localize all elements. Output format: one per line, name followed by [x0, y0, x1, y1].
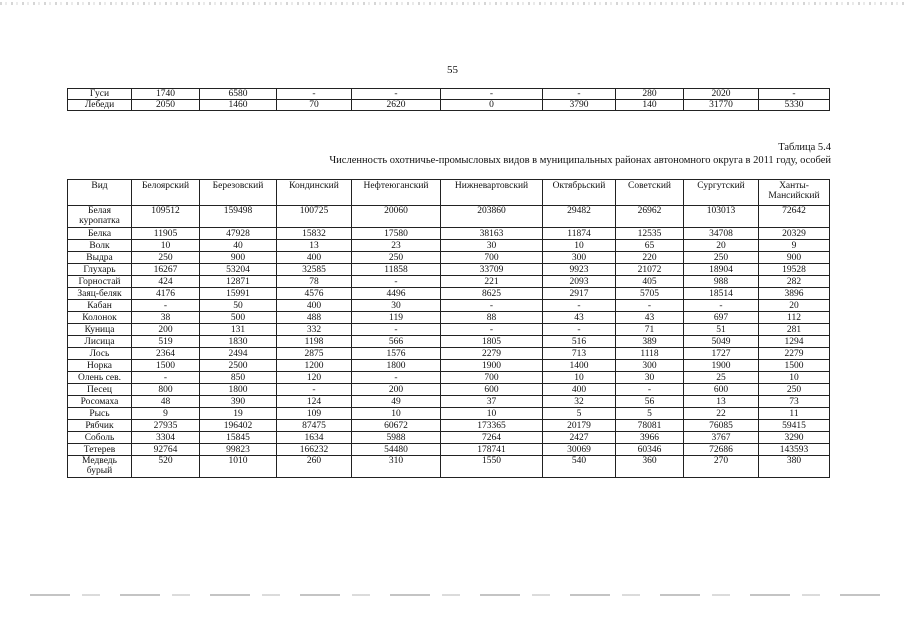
- value-cell: 16267: [132, 264, 200, 276]
- table-row: [68, 408, 830, 420]
- value-cell: 53204: [200, 264, 277, 276]
- value-cell: 1727: [684, 348, 759, 360]
- species-name-cell: Норка: [68, 360, 132, 372]
- value-cell: 1634: [277, 432, 352, 444]
- value-cell: 1460: [200, 100, 277, 111]
- value-cell: 2427: [543, 432, 616, 444]
- value-cell: 30: [352, 300, 441, 312]
- value-cell: 37: [441, 396, 543, 408]
- value-cell: 3966: [616, 432, 684, 444]
- value-cell: 281: [759, 324, 830, 336]
- species-name-cell: Белка: [68, 228, 132, 240]
- value-cell: 56: [616, 396, 684, 408]
- species-name-cell: Рысь: [68, 408, 132, 420]
- table-label: Таблица 5.4: [778, 142, 831, 153]
- value-cell: 99823: [200, 444, 277, 456]
- value-cell: -: [132, 300, 200, 312]
- value-cell: 11905: [132, 228, 200, 240]
- species-name-cell: Лисица: [68, 336, 132, 348]
- value-cell: 32: [543, 396, 616, 408]
- table-row: [68, 360, 830, 372]
- value-cell: 200: [132, 324, 200, 336]
- value-cell: 196402: [200, 420, 277, 432]
- value-cell: 72686: [684, 444, 759, 456]
- table-row: [68, 432, 830, 444]
- value-cell: 9923: [543, 264, 616, 276]
- value-cell: 1198: [277, 336, 352, 348]
- value-cell: 5988: [352, 432, 441, 444]
- value-cell: 380: [759, 456, 830, 478]
- value-cell: 15991: [200, 288, 277, 300]
- value-cell: 2050: [132, 100, 200, 111]
- value-cell: 1550: [441, 456, 543, 478]
- species-table: [67, 179, 830, 478]
- value-cell: 124: [277, 396, 352, 408]
- value-cell: 1900: [684, 360, 759, 372]
- value-cell: 220: [616, 252, 684, 264]
- value-cell: 697: [684, 312, 759, 324]
- value-cell: 20: [759, 300, 830, 312]
- table-row: [68, 89, 830, 100]
- value-cell: 250: [759, 384, 830, 396]
- value-cell: 390: [200, 396, 277, 408]
- table-row: [68, 206, 830, 228]
- value-cell: 4576: [277, 288, 352, 300]
- species-name-cell: Рябчик: [68, 420, 132, 432]
- value-cell: 1500: [132, 360, 200, 372]
- value-cell: 20329: [759, 228, 830, 240]
- value-cell: 3304: [132, 432, 200, 444]
- species-name-cell: Лебеди: [68, 100, 132, 111]
- value-cell: 250: [684, 252, 759, 264]
- species-name-cell: Выдра: [68, 252, 132, 264]
- value-cell: 1400: [543, 360, 616, 372]
- species-name-cell: Тетерев: [68, 444, 132, 456]
- value-cell: 250: [132, 252, 200, 264]
- species-name-cell: Глухарь: [68, 264, 132, 276]
- value-cell: -: [441, 324, 543, 336]
- value-cell: 70: [277, 100, 352, 111]
- value-cell: 1118: [616, 348, 684, 360]
- value-cell: 10: [441, 408, 543, 420]
- scan-edge-bottom: [30, 594, 880, 596]
- value-cell: 2875: [277, 348, 352, 360]
- value-cell: 178741: [441, 444, 543, 456]
- value-cell: 221: [441, 276, 543, 288]
- value-cell: 1800: [200, 384, 277, 396]
- value-cell: -: [441, 89, 543, 100]
- value-cell: 1800: [352, 360, 441, 372]
- value-cell: 73: [759, 396, 830, 408]
- value-cell: 4496: [352, 288, 441, 300]
- value-cell: 566: [352, 336, 441, 348]
- value-cell: 600: [684, 384, 759, 396]
- value-cell: 250: [352, 252, 441, 264]
- value-cell: 360: [616, 456, 684, 478]
- value-cell: 71: [616, 324, 684, 336]
- value-cell: -: [352, 276, 441, 288]
- value-cell: 2279: [759, 348, 830, 360]
- value-cell: 1805: [441, 336, 543, 348]
- species-name-cell: Песец: [68, 384, 132, 396]
- value-cell: -: [543, 89, 616, 100]
- value-cell: 3790: [543, 100, 616, 111]
- column-header: Октябрьский: [543, 180, 616, 206]
- value-cell: 38163: [441, 228, 543, 240]
- species-name-cell: Гуси: [68, 89, 132, 100]
- value-cell: 38: [132, 312, 200, 324]
- table-row: [68, 456, 830, 478]
- value-cell: -: [277, 384, 352, 396]
- value-cell: 2500: [200, 360, 277, 372]
- column-header: Нефтеюганский: [352, 180, 441, 206]
- value-cell: 54480: [352, 444, 441, 456]
- value-cell: 300: [543, 252, 616, 264]
- value-cell: 40: [200, 240, 277, 252]
- value-cell: 12535: [616, 228, 684, 240]
- value-cell: 103013: [684, 206, 759, 228]
- value-cell: 50: [200, 300, 277, 312]
- value-cell: 173365: [441, 420, 543, 432]
- table-row: [68, 312, 830, 324]
- table-row: [68, 264, 830, 276]
- column-header: Кондинский: [277, 180, 352, 206]
- value-cell: 405: [616, 276, 684, 288]
- value-cell: 143593: [759, 444, 830, 456]
- value-cell: 47928: [200, 228, 277, 240]
- value-cell: 516: [543, 336, 616, 348]
- value-cell: 30069: [543, 444, 616, 456]
- value-cell: 3767: [684, 432, 759, 444]
- table-row: [68, 348, 830, 360]
- value-cell: 10: [543, 372, 616, 384]
- value-cell: 600: [441, 384, 543, 396]
- value-cell: 282: [759, 276, 830, 288]
- value-cell: 1900: [441, 360, 543, 372]
- value-cell: 850: [200, 372, 277, 384]
- value-cell: 713: [543, 348, 616, 360]
- value-cell: 12871: [200, 276, 277, 288]
- value-cell: 21072: [616, 264, 684, 276]
- value-cell: 700: [441, 372, 543, 384]
- value-cell: 140: [616, 100, 684, 111]
- value-cell: 78: [277, 276, 352, 288]
- value-cell: 166232: [277, 444, 352, 456]
- value-cell: 3290: [759, 432, 830, 444]
- value-cell: 488: [277, 312, 352, 324]
- value-cell: 20060: [352, 206, 441, 228]
- value-cell: 65: [616, 240, 684, 252]
- value-cell: 4176: [132, 288, 200, 300]
- value-cell: 51: [684, 324, 759, 336]
- value-cell: 32585: [277, 264, 352, 276]
- value-cell: 519: [132, 336, 200, 348]
- value-cell: 800: [132, 384, 200, 396]
- value-cell: 13: [277, 240, 352, 252]
- value-cell: 400: [277, 300, 352, 312]
- value-cell: 109512: [132, 206, 200, 228]
- value-cell: -: [684, 300, 759, 312]
- value-cell: -: [277, 89, 352, 100]
- species-name-cell: Колонок: [68, 312, 132, 324]
- value-cell: 2093: [543, 276, 616, 288]
- value-cell: 1200: [277, 360, 352, 372]
- table-row: [68, 396, 830, 408]
- value-cell: 520: [132, 456, 200, 478]
- value-cell: 540: [543, 456, 616, 478]
- table-row: [68, 276, 830, 288]
- value-cell: 109: [277, 408, 352, 420]
- value-cell: 120: [277, 372, 352, 384]
- value-cell: 310: [352, 456, 441, 478]
- value-cell: 2494: [200, 348, 277, 360]
- value-cell: 17580: [352, 228, 441, 240]
- value-cell: 23: [352, 240, 441, 252]
- species-name-cell: Лось: [68, 348, 132, 360]
- value-cell: 1294: [759, 336, 830, 348]
- value-cell: 700: [441, 252, 543, 264]
- value-cell: 112: [759, 312, 830, 324]
- value-cell: 6580: [200, 89, 277, 100]
- value-cell: 2364: [132, 348, 200, 360]
- value-cell: -: [543, 300, 616, 312]
- value-cell: 33709: [441, 264, 543, 276]
- value-cell: 43: [543, 312, 616, 324]
- value-cell: 9: [132, 408, 200, 420]
- value-cell: 1500: [759, 360, 830, 372]
- value-cell: 29482: [543, 206, 616, 228]
- value-cell: 300: [616, 360, 684, 372]
- value-cell: 10: [352, 408, 441, 420]
- value-cell: 78081: [616, 420, 684, 432]
- value-cell: 72642: [759, 206, 830, 228]
- value-cell: 203860: [441, 206, 543, 228]
- value-cell: 0: [441, 100, 543, 111]
- value-cell: 11858: [352, 264, 441, 276]
- value-cell: 15845: [200, 432, 277, 444]
- value-cell: 1010: [200, 456, 277, 478]
- value-cell: 76085: [684, 420, 759, 432]
- value-cell: 119: [352, 312, 441, 324]
- value-cell: 159498: [200, 206, 277, 228]
- value-cell: 500: [200, 312, 277, 324]
- species-name-cell: Белая куропатка: [68, 206, 132, 228]
- value-cell: -: [616, 384, 684, 396]
- value-cell: 15832: [277, 228, 352, 240]
- value-cell: 30: [616, 372, 684, 384]
- value-cell: 87475: [277, 420, 352, 432]
- table-row: [68, 372, 830, 384]
- value-cell: 25: [684, 372, 759, 384]
- value-cell: 1830: [200, 336, 277, 348]
- column-header: Нижневартовский: [441, 180, 543, 206]
- value-cell: 92764: [132, 444, 200, 456]
- value-cell: -: [352, 324, 441, 336]
- value-cell: 27935: [132, 420, 200, 432]
- value-cell: 400: [543, 384, 616, 396]
- value-cell: 5: [543, 408, 616, 420]
- value-cell: 1740: [132, 89, 200, 100]
- value-cell: 22: [684, 408, 759, 420]
- column-header: Ханты-Мансийский: [759, 180, 830, 206]
- column-header: Вид: [68, 180, 132, 206]
- value-cell: 988: [684, 276, 759, 288]
- table-row: [68, 300, 830, 312]
- species-name-cell: Горностай: [68, 276, 132, 288]
- value-cell: 270: [684, 456, 759, 478]
- value-cell: 7264: [441, 432, 543, 444]
- value-cell: 60672: [352, 420, 441, 432]
- value-cell: 332: [277, 324, 352, 336]
- value-cell: 9: [759, 240, 830, 252]
- species-name-cell: Кабан: [68, 300, 132, 312]
- value-cell: -: [132, 372, 200, 384]
- value-cell: 131: [200, 324, 277, 336]
- value-cell: 59415: [759, 420, 830, 432]
- value-cell: -: [543, 324, 616, 336]
- table-row: [68, 252, 830, 264]
- column-header: Белоярский: [132, 180, 200, 206]
- value-cell: 18904: [684, 264, 759, 276]
- table-row: [68, 288, 830, 300]
- species-name-cell: Заяц-беляк: [68, 288, 132, 300]
- value-cell: 26962: [616, 206, 684, 228]
- value-cell: 11: [759, 408, 830, 420]
- value-cell: -: [616, 300, 684, 312]
- value-cell: 11874: [543, 228, 616, 240]
- value-cell: 2279: [441, 348, 543, 360]
- value-cell: 260: [277, 456, 352, 478]
- species-name-cell: Соболь: [68, 432, 132, 444]
- value-cell: 389: [616, 336, 684, 348]
- value-cell: 5330: [759, 100, 830, 111]
- value-cell: 424: [132, 276, 200, 288]
- column-header: Березовский: [200, 180, 277, 206]
- value-cell: 900: [200, 252, 277, 264]
- species-name-cell: Олень сев.: [68, 372, 132, 384]
- value-cell: 900: [759, 252, 830, 264]
- species-name-cell: Волк: [68, 240, 132, 252]
- table-row: [68, 228, 830, 240]
- column-header: Сургутский: [684, 180, 759, 206]
- value-cell: 34708: [684, 228, 759, 240]
- value-cell: -: [352, 372, 441, 384]
- value-cell: 13: [684, 396, 759, 408]
- value-cell: 43: [616, 312, 684, 324]
- value-cell: 48: [132, 396, 200, 408]
- table-header-row: [68, 180, 830, 206]
- value-cell: -: [352, 89, 441, 100]
- value-cell: 5705: [616, 288, 684, 300]
- value-cell: 19528: [759, 264, 830, 276]
- species-name-cell: Куница: [68, 324, 132, 336]
- value-cell: 100725: [277, 206, 352, 228]
- value-cell: 8625: [441, 288, 543, 300]
- value-cell: 49: [352, 396, 441, 408]
- value-cell: 10: [543, 240, 616, 252]
- value-cell: 2020: [684, 89, 759, 100]
- value-cell: 20: [684, 240, 759, 252]
- continued-table: [67, 88, 830, 111]
- table-row: [68, 240, 830, 252]
- value-cell: 60346: [616, 444, 684, 456]
- value-cell: 200: [352, 384, 441, 396]
- column-header: Советский: [616, 180, 684, 206]
- value-cell: 10: [132, 240, 200, 252]
- table-title: Численность охотничье-промысловых видов в муниципальных районах автономного округа в 2011 году, особей: [329, 155, 831, 166]
- value-cell: 2917: [543, 288, 616, 300]
- value-cell: 88: [441, 312, 543, 324]
- value-cell: 3896: [759, 288, 830, 300]
- value-cell: 31770: [684, 100, 759, 111]
- value-cell: -: [441, 300, 543, 312]
- table-row: [68, 444, 830, 456]
- table-row: [68, 100, 830, 111]
- value-cell: 400: [277, 252, 352, 264]
- table-row: [68, 324, 830, 336]
- value-cell: 5049: [684, 336, 759, 348]
- value-cell: 30: [441, 240, 543, 252]
- value-cell: 5: [616, 408, 684, 420]
- value-cell: -: [759, 89, 830, 100]
- value-cell: 19: [200, 408, 277, 420]
- page-number: 55: [447, 64, 458, 76]
- scan-edge-top: [0, 2, 905, 5]
- value-cell: 280: [616, 89, 684, 100]
- species-name-cell: Росомаха: [68, 396, 132, 408]
- value-cell: 2620: [352, 100, 441, 111]
- table-row: [68, 384, 830, 396]
- value-cell: 18514: [684, 288, 759, 300]
- value-cell: 1576: [352, 348, 441, 360]
- table-row: [68, 420, 830, 432]
- value-cell: 20179: [543, 420, 616, 432]
- value-cell: 10: [759, 372, 830, 384]
- table-row: [68, 336, 830, 348]
- species-name-cell: Медведь бурый: [68, 456, 132, 478]
